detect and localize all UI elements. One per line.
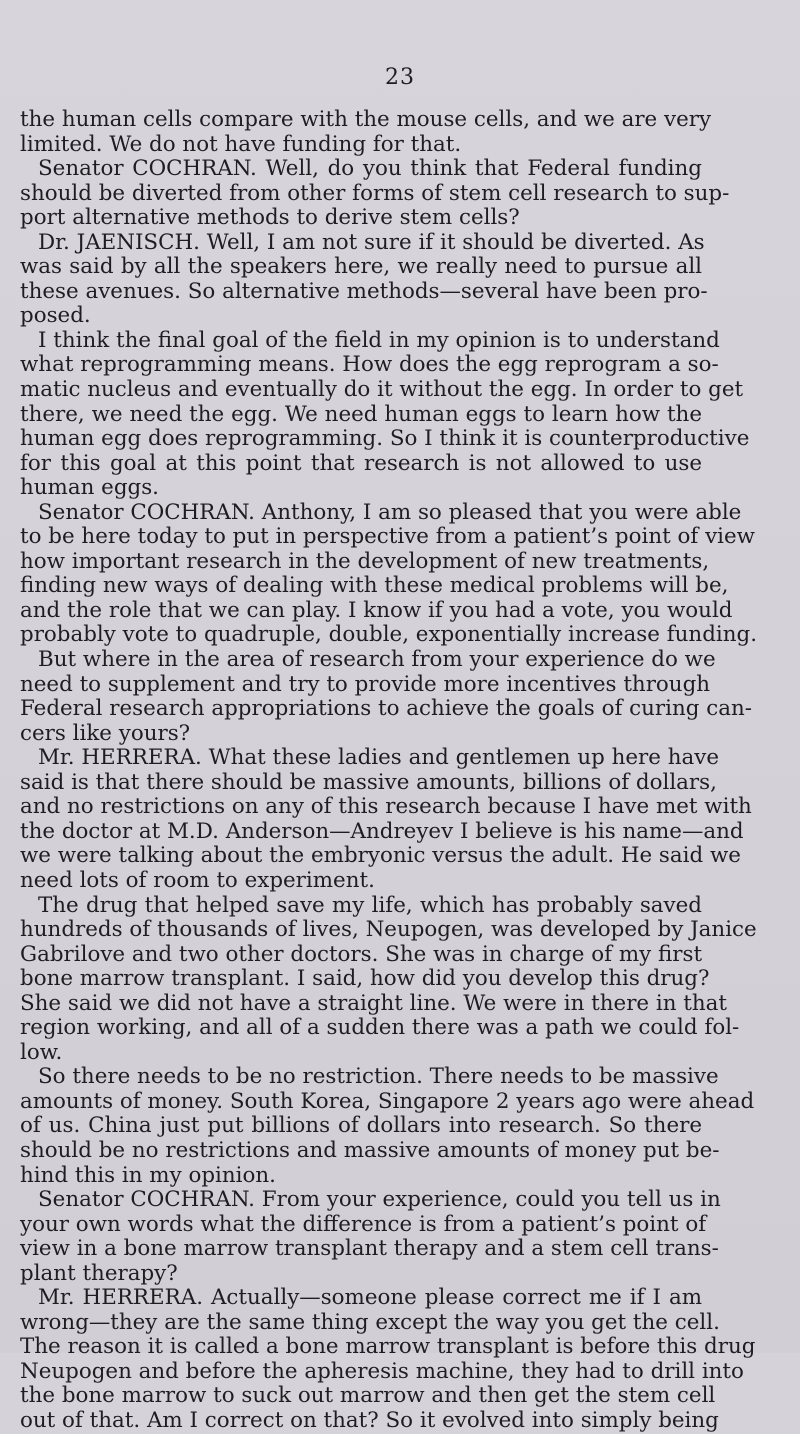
text-line: and no restrictions on any of this research because I have met with	[20, 794, 752, 820]
text-line: cers like yours?	[20, 720, 191, 746]
text-line: to be here today to put in perspective from a patient’s point of view	[20, 524, 755, 550]
text-line: how important research in the development of new treatments,	[20, 548, 710, 574]
text-line: Federal research appropriations to achieve the goals of curing can-	[20, 696, 753, 722]
text-line: The drug that helped save my life, which has probably saved	[38, 892, 702, 918]
body-text	[20, 107, 758, 1434]
text-line: Mr. HERRERA. What these ladies and gentlemen up here have	[38, 745, 719, 771]
text-line: amounts of money. South Korea, Singapore 2 years ago were ahead	[20, 1088, 755, 1114]
text-line: the bone marrow to suck out marrow and then get the stem cell	[20, 1383, 716, 1409]
text-line: Senator COCHRAN. Well, do you think that Federal funding	[38, 156, 702, 182]
text-line: probably vote to quadruple, double, exponentially increase funding.	[20, 622, 758, 648]
text-line: finding new ways of dealing with these medical problems will be,	[20, 573, 729, 599]
text-line: Gabrilove and two other doctors. She was in charge of my first	[20, 941, 703, 967]
text-line: Neupogen and before the apheresis machine, they had to drill into	[20, 1358, 744, 1384]
text-line: we were talking about the embryonic versus the adult. He said we	[20, 843, 741, 869]
text-line: the human cells compare with the mouse cells, and we are very	[20, 107, 712, 132]
text-line: I think the final goal of the field in my opinion is to understand	[38, 327, 720, 353]
page-number: 23	[385, 65, 415, 90]
text-line: low.	[20, 1039, 63, 1065]
text-line: wrong—they are the same thing except the way you get the cell.	[20, 1309, 720, 1335]
text-line: posed.	[20, 303, 91, 329]
text-line: plant therapy?	[20, 1260, 178, 1286]
text-line: your own words what the difference is from a patient’s point of	[20, 1211, 707, 1237]
text-line: should be no restrictions and massive amounts of money put be-	[20, 1137, 720, 1163]
text-line: said is that there should be massive amounts, billions of dollars,	[20, 769, 717, 795]
text-line: for this goal at this point that research is not allowed to use	[20, 450, 702, 476]
text-line: region working, and all of a sudden there was a path we could fol-	[20, 1015, 740, 1041]
text-line: should be diverted from other forms of stem cell research to sup-	[20, 180, 730, 206]
text-line: hind this in my opinion.	[20, 1162, 276, 1188]
text-line: Dr. JAENISCH. Well, I am not sure if it should be diverted. As	[38, 229, 705, 255]
text-line: was said by all the speakers here, we really need to pursue all	[20, 254, 702, 280]
text-line: human eggs.	[20, 475, 159, 501]
text-line: Senator COCHRAN. Anthony, I am so pleased that you were able	[38, 499, 742, 525]
text-line: bone marrow transplant. I said, how did you develop this drug?	[20, 966, 710, 992]
text-line: Senator COCHRAN. From your experience, could you tell us in	[38, 1187, 721, 1213]
text-line: hundreds of thousands of lives, Neupogen, was developed by Janice	[20, 917, 757, 943]
text-line: Mr. HERRERA. Actually—someone please correct me if I am	[38, 1285, 702, 1311]
text-line: So there needs to be no restriction. There needs to be massive	[38, 1064, 719, 1090]
text-line: what reprogramming means. How does the egg reprogram a so-	[20, 352, 719, 378]
text-line: port alternative methods to derive stem cells?	[20, 205, 520, 231]
text-line: these avenues. So alternative methods—several have been pro-	[20, 278, 708, 304]
text-line: of us. China just put billions of dollars into research. So there	[20, 1113, 702, 1139]
text-line: The reason it is called a bone marrow transplant is before this drug	[20, 1334, 756, 1360]
text-line: human egg does reprogramming. So I think it is counterproductive	[20, 426, 750, 452]
text-line: need to supplement and try to provide more incentives through	[20, 671, 711, 697]
text-line: view in a bone marrow transplant therapy and a stem cell trans-	[20, 1236, 719, 1262]
text-line: there, we need the egg. We need human eggs to learn how the	[20, 401, 702, 427]
text-line: limited. We do not have funding for that.	[20, 131, 462, 157]
text-line: But where in the area of research from your experience do we	[38, 647, 716, 673]
text-line: out of that. Am I correct on that? So it evolved into simply being	[20, 1407, 719, 1433]
text-line: matic nucleus and eventually do it without the egg. In order to get	[20, 377, 744, 403]
text-line: the doctor at M.D. Anderson—Andreyev I believe is his name—and	[20, 818, 744, 844]
text-line: and the role that we can play. I know if you had a vote, you would	[20, 597, 733, 623]
text-line: need lots of room to experiment.	[20, 867, 375, 893]
text-line: She said we did not have a straight line. We were in there in that	[20, 990, 728, 1016]
